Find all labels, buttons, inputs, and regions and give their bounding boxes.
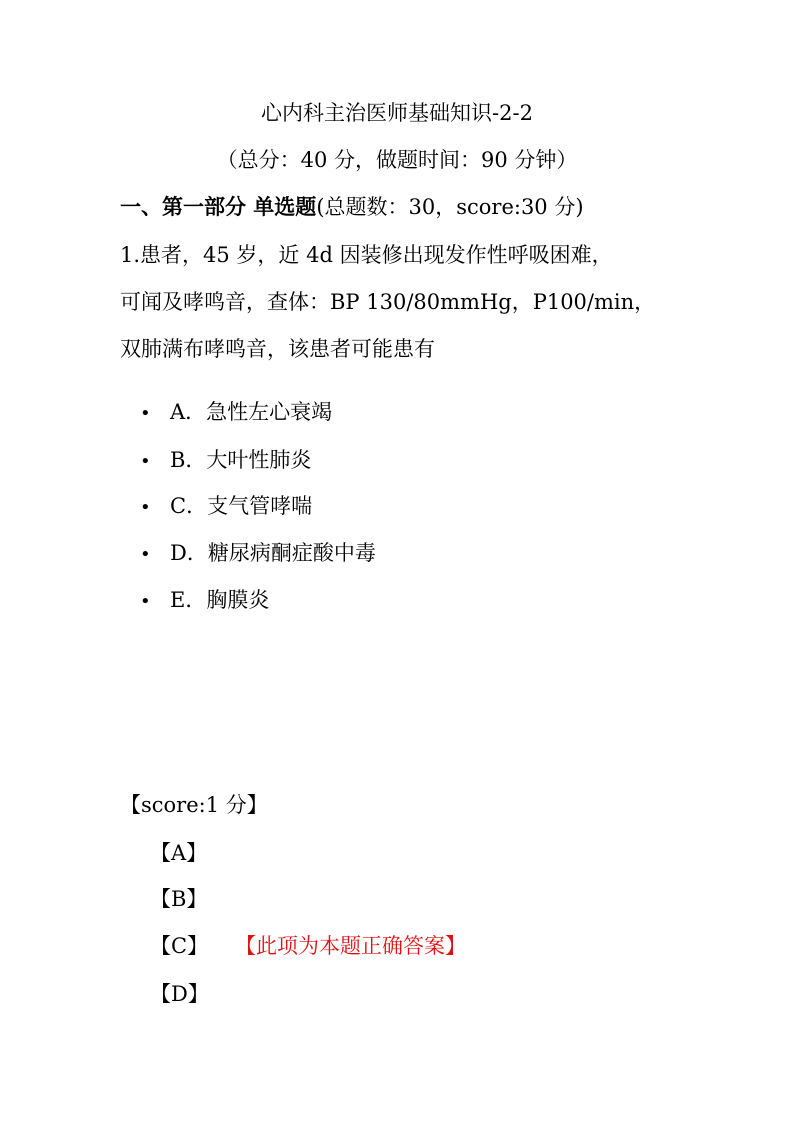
exam-subtitle: （总分：40 分，做题时间：90 分钟） xyxy=(216,148,578,172)
option-d-label: D．糖尿病酮症酸中毒 xyxy=(170,541,376,565)
option-e xyxy=(140,586,269,616)
bullet-icon: • xyxy=(140,591,151,612)
question-text-line-3: 双肺满布哮鸣音，该患者可能患有 xyxy=(120,337,435,361)
bullet-icon: • xyxy=(140,544,151,565)
answer-key-c: 【C】 xyxy=(150,934,209,958)
answer-key-a: 【A】 xyxy=(150,841,208,865)
option-d xyxy=(140,539,376,569)
section-heading-label: 一、第一部分 单选题 xyxy=(120,194,317,219)
section-heading xyxy=(120,193,584,221)
option-b-label: B．大叶性肺炎 xyxy=(170,448,312,472)
option-a xyxy=(140,398,332,428)
question-text-line-1: 1.患者，45 岁，近 4d 因装修出现发作性呼吸困难， xyxy=(120,243,613,267)
answer-key-d: 【D】 xyxy=(150,982,209,1006)
correct-answer-note: 【此项为本题正确答案】 xyxy=(235,934,466,958)
answer-key-b: 【B】 xyxy=(150,887,208,911)
answer-key-c-row xyxy=(150,932,466,960)
option-b xyxy=(140,446,311,476)
option-a-label: A．急性左心衰竭 xyxy=(170,400,333,424)
question-text-line-2: 可闻及哮鸣音，查体：BP 130/80mmHg，P100/min， xyxy=(120,290,656,314)
bullet-icon: • xyxy=(140,403,151,424)
bullet-icon: • xyxy=(140,451,151,472)
bullet-icon: • xyxy=(140,497,151,518)
section-heading-meta: (总题数：30，score:30 分) xyxy=(316,195,584,219)
option-c-label: C．支气管哮喘 xyxy=(170,494,313,518)
option-e-label: E．胸膜炎 xyxy=(170,588,270,612)
page-title: 心内科主治医师基础知识-2-2 xyxy=(261,101,533,125)
answer-score: 【score:1 分】 xyxy=(120,793,268,817)
option-c xyxy=(140,492,312,522)
